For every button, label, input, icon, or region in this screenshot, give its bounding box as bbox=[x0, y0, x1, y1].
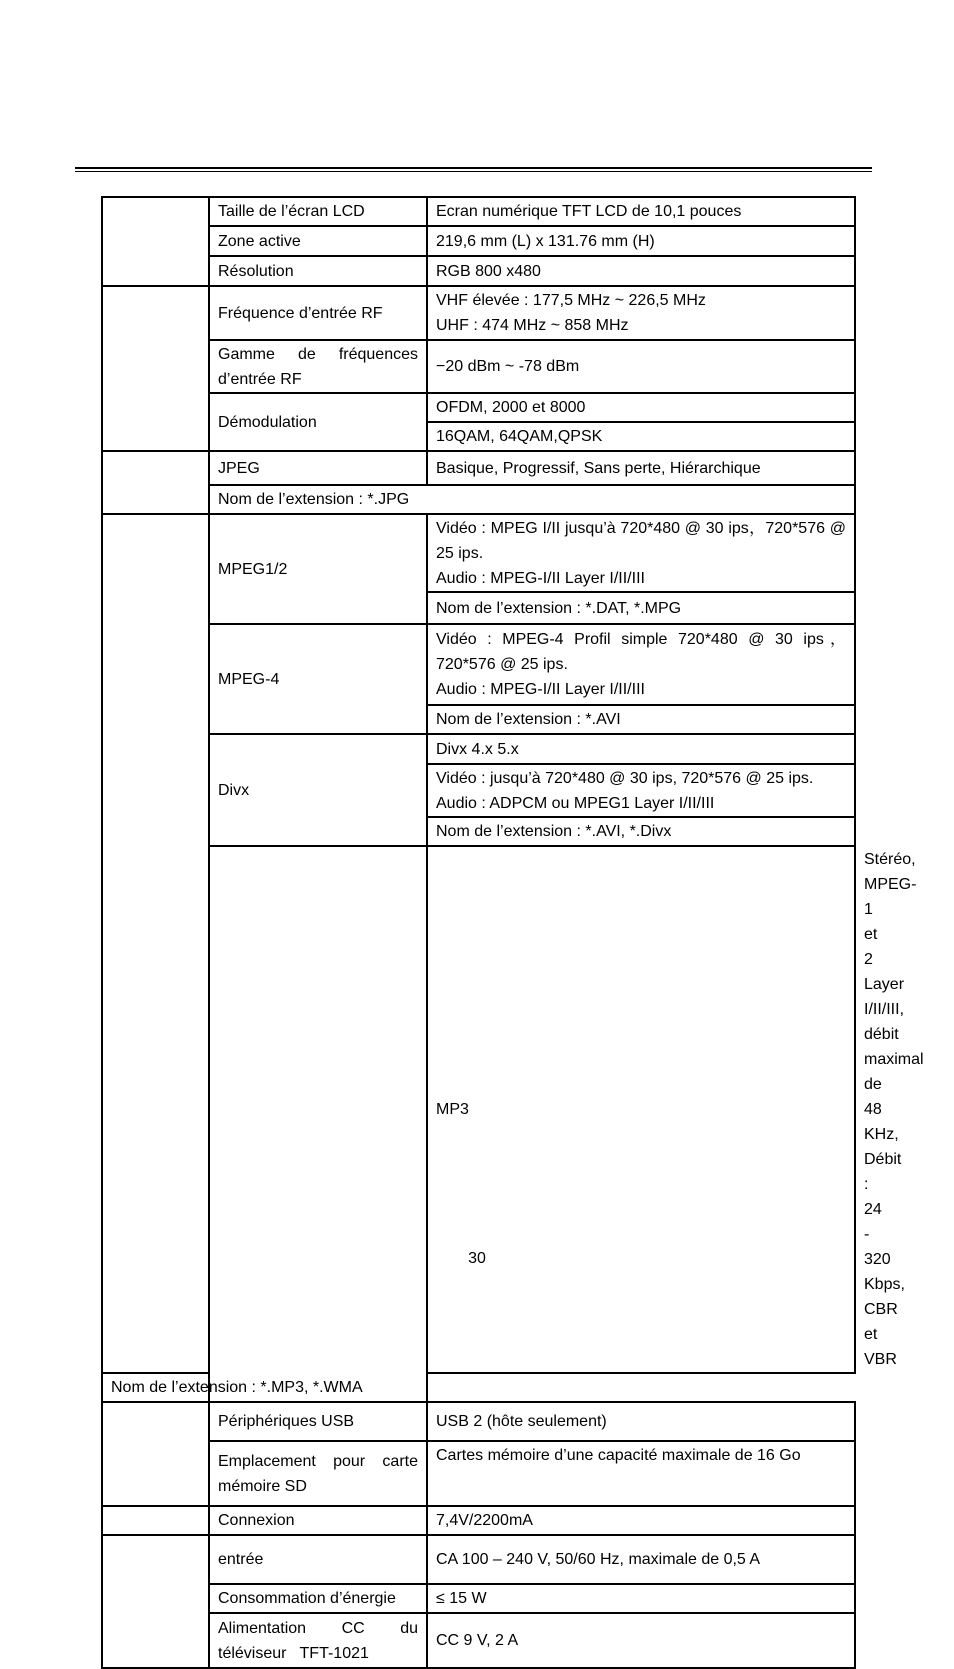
spec-label-line: Emplacement pour carte bbox=[218, 1452, 418, 1470]
spec-value-line: Vidéo : MPEG I/II jusqu’à 720*480 @ 30 ips，720*576 @ bbox=[436, 520, 846, 537]
spec-label: Taille de l’écran LCD bbox=[209, 197, 427, 226]
page-number: 30 bbox=[468, 1250, 486, 1267]
category-cell-photo bbox=[102, 451, 209, 514]
spec-label: entrée bbox=[209, 1535, 427, 1584]
table-row bbox=[102, 1441, 855, 1506]
spec-label: Connexion bbox=[209, 1506, 427, 1535]
spec-label: Démodulation bbox=[209, 393, 427, 451]
spec-value: CC 9 V, 2 A bbox=[427, 1613, 855, 1668]
category-cell-video bbox=[102, 514, 209, 1373]
spec-label: Consommation d’énergie bbox=[209, 1584, 427, 1613]
category-cell-interfaces bbox=[102, 1402, 209, 1506]
spec-value: CA 100 – 240 V, 50/60 Hz, maximale de 0,5 A bbox=[427, 1535, 855, 1584]
spec-label bbox=[209, 340, 427, 393]
spec-label: MPEG-4 bbox=[209, 624, 427, 734]
spec-extension: Nom de l’extension : *.AVI, *.Divx bbox=[427, 817, 855, 846]
category-cell-power bbox=[102, 1535, 209, 1668]
spec-label-line: Alimentation CC du bbox=[218, 1619, 418, 1637]
spec-label: Divx bbox=[209, 734, 427, 846]
category-cell-tuner bbox=[102, 286, 209, 451]
spec-value-line: Vidéo : MPEG-4 Profil simple 720*480 @ 30 ips， bbox=[436, 631, 846, 648]
spec-label-line: d’entrée RF bbox=[218, 370, 302, 388]
spec-value: −20 dBm ~ -78 dBm bbox=[427, 340, 855, 393]
spec-label bbox=[209, 1441, 427, 1506]
spec-label: Périphériques USB bbox=[209, 1402, 427, 1441]
spec-value bbox=[427, 286, 855, 340]
spec-value-line: VHF élevée : 177,5 MHz ~ 226,5 MHz bbox=[436, 292, 706, 309]
table-row bbox=[102, 514, 855, 592]
spec-value-line: Audio : MPEG-I/II Layer I/II/III bbox=[436, 681, 645, 698]
spec-label-line: mémoire SD bbox=[218, 1477, 307, 1495]
spec-value: Divx 4.x 5.x bbox=[427, 734, 855, 764]
spec-value-line: 720*576 @ 25 ips. bbox=[436, 656, 568, 673]
spec-label: Zone active bbox=[209, 226, 427, 256]
spec-value-line: Vidéo : jusqu’à 720*480 @ 30 ips, 720*576 @ 25 ips. bbox=[436, 769, 814, 787]
spec-value-line: Audio : ADPCM ou MPEG1 Layer I/II/III bbox=[436, 794, 715, 812]
spec-extension: Nom de l’extension : *.JPG bbox=[209, 485, 855, 514]
spec-value bbox=[427, 764, 855, 817]
spec-label: MPEG1/2 bbox=[209, 514, 427, 624]
spec-value: 7,4V/2200mA bbox=[427, 1506, 855, 1535]
spec-value: Cartes mémoire d’une capacité maximale de 16 Go bbox=[427, 1441, 855, 1506]
table-row bbox=[102, 226, 855, 256]
spec-value-line: Audio : MPEG-I/II Layer I/II/III bbox=[436, 570, 645, 587]
spec-value: 16QAM, 64QAM,QPSK bbox=[427, 422, 855, 451]
spec-extension: Nom de l’extension : *.MP3, *.WMA bbox=[102, 1373, 427, 1402]
spec-value: ≤ 15 W bbox=[427, 1584, 855, 1613]
category-cell-audio bbox=[209, 846, 427, 1402]
spec-label bbox=[209, 1613, 427, 1668]
spec-value: OFDM, 2000 et 8000 bbox=[427, 393, 855, 422]
spec-value-line: 25 ips. bbox=[436, 545, 484, 562]
spec-label-line: téléviseur TFT-1021 bbox=[218, 1644, 369, 1662]
table-row bbox=[102, 1584, 855, 1613]
spec-value: Basique, Progressif, Sans perte, Hiérarchique bbox=[427, 451, 855, 485]
table-row bbox=[102, 256, 855, 286]
specifications-table bbox=[101, 196, 924, 1669]
category-cell-battery bbox=[102, 1506, 209, 1535]
spec-label: MP3 bbox=[427, 846, 855, 1373]
spec-value: 219,6 mm (L) x 131.76 mm (H) bbox=[427, 226, 855, 256]
table-row bbox=[102, 485, 855, 514]
spec-label: Résolution bbox=[209, 256, 427, 286]
table-row bbox=[102, 340, 855, 393]
table-row bbox=[102, 393, 855, 422]
table-row bbox=[102, 451, 855, 485]
spec-label: JPEG bbox=[209, 451, 427, 485]
spec-extension: Nom de l’extension : *.AVI bbox=[427, 705, 855, 734]
spec-value-line: UHF : 474 MHz ~ 858 MHz bbox=[436, 317, 629, 334]
spec-value: Ecran numérique TFT LCD de 10,1 pouces bbox=[427, 197, 855, 226]
table-row: MP3 Stéréo, MPEG-1 et 2 Layer I/II/III, débit maximal de 48 KHz, Débit : 24 - 320 Kbps, CBR et VBR bbox=[102, 846, 855, 1373]
spec-value bbox=[427, 624, 855, 705]
spec-extension: Nom de l’extension : *.DAT, *.MPG bbox=[427, 592, 855, 624]
spec-value bbox=[427, 514, 855, 592]
category-cell-display bbox=[102, 197, 209, 286]
table-row bbox=[102, 1613, 855, 1668]
table-row bbox=[102, 624, 855, 705]
table-row bbox=[102, 1506, 855, 1535]
spec-value: USB 2 (hôte seulement) bbox=[427, 1402, 855, 1441]
header-rule bbox=[75, 167, 872, 172]
table-row bbox=[102, 1535, 855, 1584]
spec-value: RGB 800 x480 bbox=[427, 256, 855, 286]
spec-label: Fréquence d’entrée RF bbox=[209, 286, 427, 340]
table-row bbox=[102, 1373, 855, 1402]
spec-label-line: Gamme de fréquences bbox=[218, 345, 418, 363]
table-row bbox=[102, 197, 855, 226]
table-row bbox=[102, 286, 855, 340]
table-row bbox=[102, 734, 855, 764]
table-row bbox=[102, 1402, 855, 1441]
